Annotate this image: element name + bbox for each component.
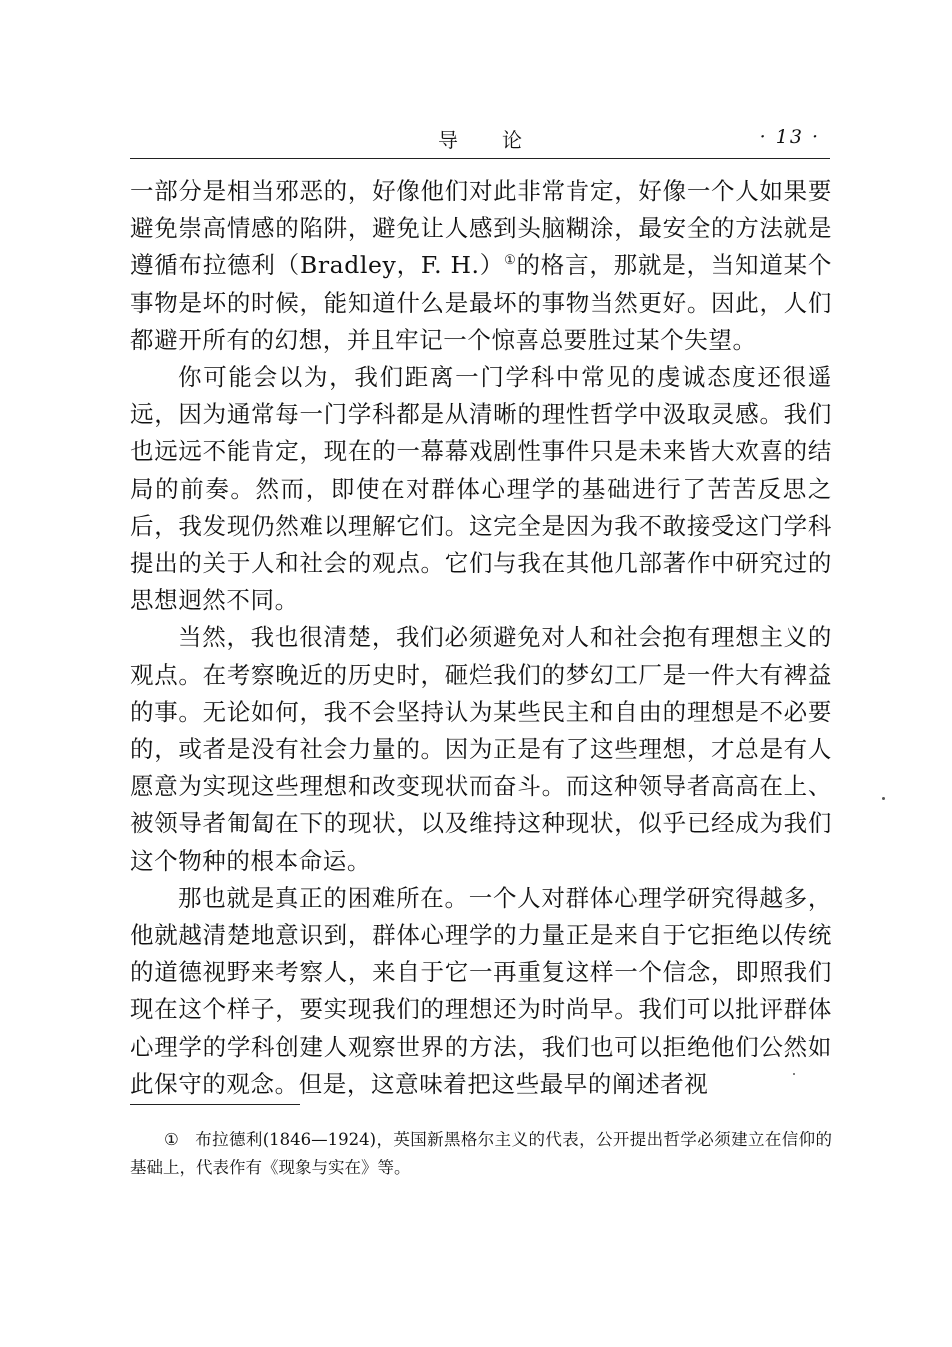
running-header — [130, 124, 830, 154]
scan-speck — [882, 797, 885, 800]
scan-speck — [793, 1073, 795, 1075]
body-text — [130, 173, 832, 1103]
paragraph-1-text: 一部分是相当邪恶的，好像他们对此非常肯定，好像一个人如果要避免崇高情感的陷阱，避免让人感到头脑糊涂，最安全的方法就是遵循布拉德利（Bradley，F. H.） — [130, 177, 832, 280]
footnote-text: 布拉德利(1846—1924)，英国新黑格尔主义的代表，公开提出哲学必须建立在信仰的基础上，代表作有《现象与实在》等。 — [130, 1130, 833, 1177]
paragraph-3: 当然，我也很清楚，我们必须避免对人和社会抱有理想主义的观点。在考察晚近的历史时，砸烂我们的梦幻工厂是一件大有裨益的事。无论如何，我不会坚持认为某些民主和自由的理想是不必要的，或者是没有社会力量的。因为正是有了这些理想，才总是有人愿意为实现这些理想和改变现状而奋斗。而这种领导者高高在上、被领导者匍匐在下的现状，以及维持这种现状，似乎已经成为我们这个物种的根本命运。 — [130, 623, 832, 875]
paragraph-2: 你可能会以为，我们距离一门学科中常见的虔诚态度还很遥远，因为通常每一门学科都是从清晰的理性哲学中汲取灵感。我们也远远不能肯定，现在的一幕幕戏剧性事件只是未来皆大欢喜的结局的前奏。然而，即使在对群体心理学的基础进行了苦苦反思之后，我发现仍然难以理解它们。这完全是因为我不敢接受这门学科提出的关于人和社会的观点。它们与我在其他几部著作中研究过的思想迥然不同。 — [130, 363, 832, 615]
paragraph-1 — [130, 173, 832, 359]
footnote-rule — [130, 1104, 300, 1105]
running-title: 导论 — [438, 128, 566, 152]
footnote-marker: ① — [164, 1130, 180, 1149]
paragraph-4: 那也就是真正的困难所在。一个人对群体心理学研究得越多，他就越清楚地意识到，群体心理学的力量正是来自于它拒绝以传统的道德视野来考察人，来自于它一再重复这样一个信念，即照我们现在这个样子，要实现我们的理想还为时尚早。我们可以批评群体心理学的学科创建人观察世界的方法，我们也可以拒绝他们公然如此保守的观念。但是，这意味着把这些最早的阐述者视 — [130, 883, 832, 1098]
header-rule — [130, 158, 830, 159]
footnote-reference: ① — [504, 253, 517, 269]
paragraph-1-tail: 的格言，那就是，当知道某个事物是坏的时候，能知道什么是最坏的事物当然更好。因此，人们都避开所有的幻想，并且牢记一个惊喜总要胜过某个失望。 — [130, 251, 832, 354]
footnote — [130, 1126, 832, 1182]
page-number: · 13 · — [759, 126, 820, 148]
